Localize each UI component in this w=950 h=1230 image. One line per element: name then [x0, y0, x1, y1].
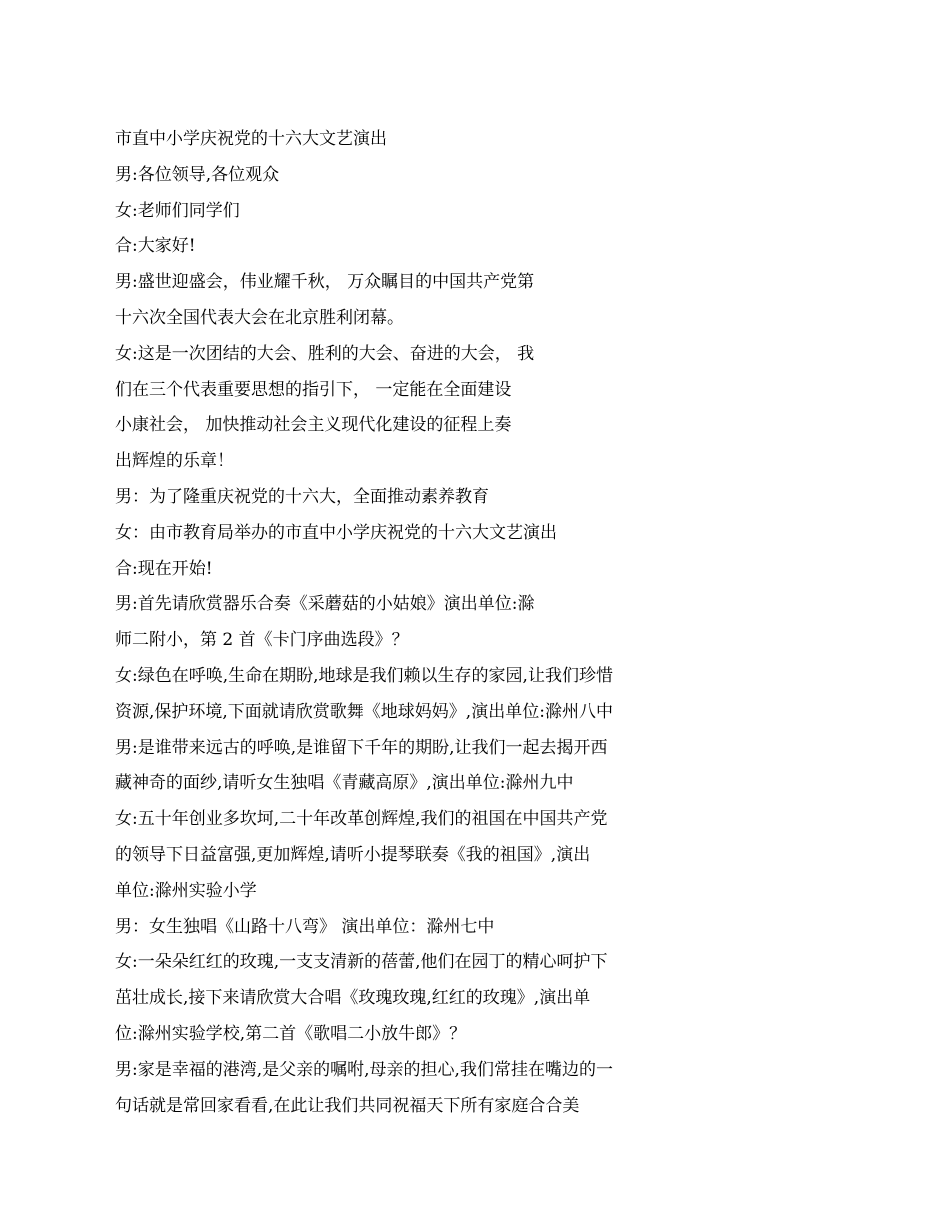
text-line: 女:老师们同学们 — [115, 200, 240, 221]
text-line: 女:一朵朵红红的玫瑰,一支支清新的蓓蕾,他们在园丁的精心呵护下 — [115, 952, 608, 973]
text-line: 们在三个代表重要思想的指引下， 一定能在全面建设 — [115, 379, 512, 400]
text-line: 师二附小，第 2 首《卡门序曲选段》？ — [115, 630, 409, 651]
text-line: 句话就是常回家看看,在此让我们共同祝福天下所有家庭合合美 — [115, 1095, 580, 1116]
text-line: 女:绿色在呼唤,生命在期盼,地球是我们赖以生存的家园,让我们珍惜 — [115, 665, 613, 686]
text-line: 男:各位领导,各位观众 — [115, 164, 280, 185]
text-line: 男：为了隆重庆祝党的十六大，全面推动素养教育 — [115, 486, 489, 507]
text-line: 男：女生独唱《山路十八弯》 演出单位：滁州七中 — [115, 916, 495, 937]
document-title-line: 市直中小学庆祝党的十六大文艺演出 — [115, 129, 387, 149]
text-line: 合:大家好! — [115, 236, 196, 257]
text-line: 出辉煌的乐章！ — [115, 451, 234, 472]
document-body — [115, 122, 675, 1124]
text-line: 资源,保护环境,下面就请欣赏歌舞《地球妈妈》,演出单位:滁州八中 — [115, 701, 613, 722]
text-line: 女：由市教育局举办的市直中小学庆祝党的十六大文艺演出 — [115, 522, 557, 543]
text-line: 小康社会， 加快推动社会主义现代化建设的征程上奏 — [115, 415, 512, 436]
text-line: 位:滁州实验学校,第二首《歌唱二小放牛郎》？ — [115, 1023, 467, 1044]
text-line: 藏神奇的面纱,请听女生独唱《青藏高原》,演出单位:滁州九中 — [115, 773, 574, 794]
text-line: 男:家是幸福的港湾,是父亲的嘱咐,母亲的担心,我们常挂在嘴边的一 — [115, 1059, 613, 1080]
text-line: 女:五十年创业多坎坷,二十年改革创辉煌,我们的祖国在中国共产党 — [115, 809, 608, 830]
text-line: 的领导下日益富强,更加辉煌,请听小提琴联奏《我的祖国》,演出 — [115, 844, 591, 865]
text-line: 男:首先请欣赏器乐合奏《采蘑菇的小姑娘》演出单位:滁 — [115, 594, 535, 615]
text-line: 单位:滁州实验小学 — [115, 880, 257, 901]
text-line: 女:这是一次团结的大会、胜利的大会、奋进的大会， 我 — [115, 343, 535, 364]
text-line: 十六次全国代表大会在北京胜利闭幕。 — [115, 307, 404, 328]
text-line: 合:现在开始! — [115, 558, 213, 579]
text-line: 男:是谁带来远古的呼唤,是谁留下千年的期盼,让我们一起去揭开西 — [115, 737, 608, 758]
text-line: 茁壮成长,接下来请欣赏大合唱《玫瑰玫瑰,红红的玫瑰》,演出单 — [115, 988, 591, 1009]
text-line: 男:盛世迎盛会，伟业耀千秋， 万众瞩目的中国共产党第 — [115, 272, 535, 293]
